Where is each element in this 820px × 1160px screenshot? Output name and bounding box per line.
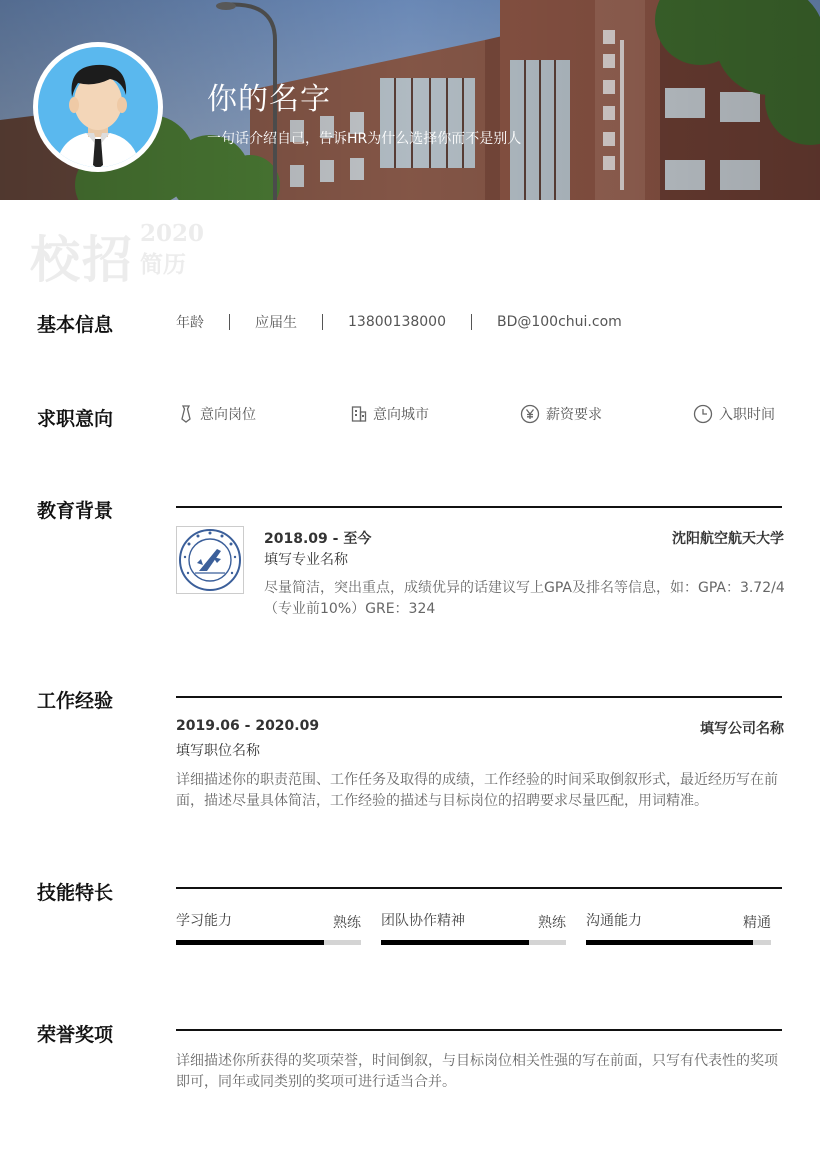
section-divider: [176, 506, 782, 508]
header-banner: [0, 0, 820, 200]
section-divider: [176, 887, 782, 889]
watermark-year: 2020: [140, 220, 205, 247]
intent-salary-label: 薪资要求: [546, 407, 602, 423]
intent-salary: [520, 404, 602, 424]
intent-city-label: 意向城市: [373, 407, 429, 423]
info-status: 应届生: [255, 315, 297, 331]
info-phone: 13800138000: [348, 314, 446, 330]
skill-name: 学习能力: [176, 913, 232, 929]
info-divider: [471, 314, 472, 330]
education-description: 尽量简洁，突出重点，成绩优异的话建议写上GPA及排名等信息，如：GPA：3.72/4（专业前10%）GRE：324: [264, 580, 785, 617]
campus-resume-watermark: [30, 220, 230, 289]
skill-bar-track: [381, 940, 566, 945]
university-logo: [176, 526, 244, 594]
section-title-work: 工作经验: [37, 690, 114, 712]
info-divider: [229, 314, 230, 330]
skill-item: [176, 910, 361, 946]
education-period: 2018.09 - 至今: [264, 531, 372, 547]
info-age: 年龄: [176, 315, 204, 331]
honors-description: 详细描述你所获得的奖项荣誉，时间倒叙，与目标岗位相关性强的写在前面，只写有代表性的奖项即可，同年或同类别的奖项可进行适当合并。: [176, 1053, 778, 1090]
section-title-job-intent: 求职意向: [37, 408, 114, 430]
skill-level: 熟练: [538, 915, 566, 931]
yen-icon: [520, 404, 540, 424]
intent-start-time-label: 入职时间: [719, 407, 775, 423]
skill-name: 团队协作精神: [381, 913, 465, 929]
work-position: 填写职位名称: [176, 743, 260, 759]
skill-name: 沟通能力: [586, 913, 642, 929]
avatar-illustration: [38, 47, 158, 167]
candidate-name: 你的名字: [207, 82, 331, 117]
section-title-education: 教育背景: [37, 500, 114, 522]
section-title-honors: 荣誉奖项: [37, 1024, 114, 1046]
skill-bar-fill: [586, 940, 753, 945]
skill-level: 熟练: [333, 915, 361, 931]
clock-icon: [693, 404, 713, 424]
education-school: 沈阳航空航天大学: [672, 531, 784, 547]
skill-item: [586, 910, 771, 946]
basic-info-row: [176, 312, 622, 332]
info-email: BD@100chui.com: [496, 314, 622, 330]
section-divider: [176, 696, 782, 698]
section-title-skills: 技能特长: [37, 882, 114, 904]
skill-bar-track: [176, 940, 361, 945]
watermark-main: 校招: [30, 230, 134, 289]
intent-position: [178, 404, 256, 424]
intent-start-time: [693, 404, 775, 424]
section-title-basic-info: 基本信息: [37, 314, 114, 336]
skill-bar-fill: [381, 940, 529, 945]
intent-city: [351, 404, 429, 424]
building-icon: [351, 405, 367, 423]
skill-level: 精通: [743, 915, 771, 931]
work-period: 2019.06 - 2020.09: [176, 718, 320, 734]
candidate-slogan: 一句话介绍自己，告诉HR为什么选择你而不是别人: [207, 131, 522, 147]
info-divider: [322, 314, 323, 330]
skill-item: [381, 910, 566, 946]
work-description: 详细描述你的职责范围、工作任务及取得的成绩，工作经验的时间采取倒叙形式，最近经历写在前面，描述尽量具体简洁，工作经验的描述与目标岗位的招聘要求尽量匹配，用词精准。: [176, 772, 778, 809]
intent-position-label: 意向岗位: [200, 407, 256, 423]
work-company: 填写公司名称: [700, 721, 784, 737]
avatar: [33, 42, 163, 172]
education-major: 填写专业名称: [264, 552, 348, 568]
watermark-sub: 简历: [140, 251, 186, 278]
skill-bar-track: [586, 940, 771, 945]
section-divider: [176, 1029, 782, 1031]
university-seal-icon: [177, 527, 243, 593]
skill-bar-fill: [176, 940, 324, 945]
tie-icon: [178, 405, 194, 423]
